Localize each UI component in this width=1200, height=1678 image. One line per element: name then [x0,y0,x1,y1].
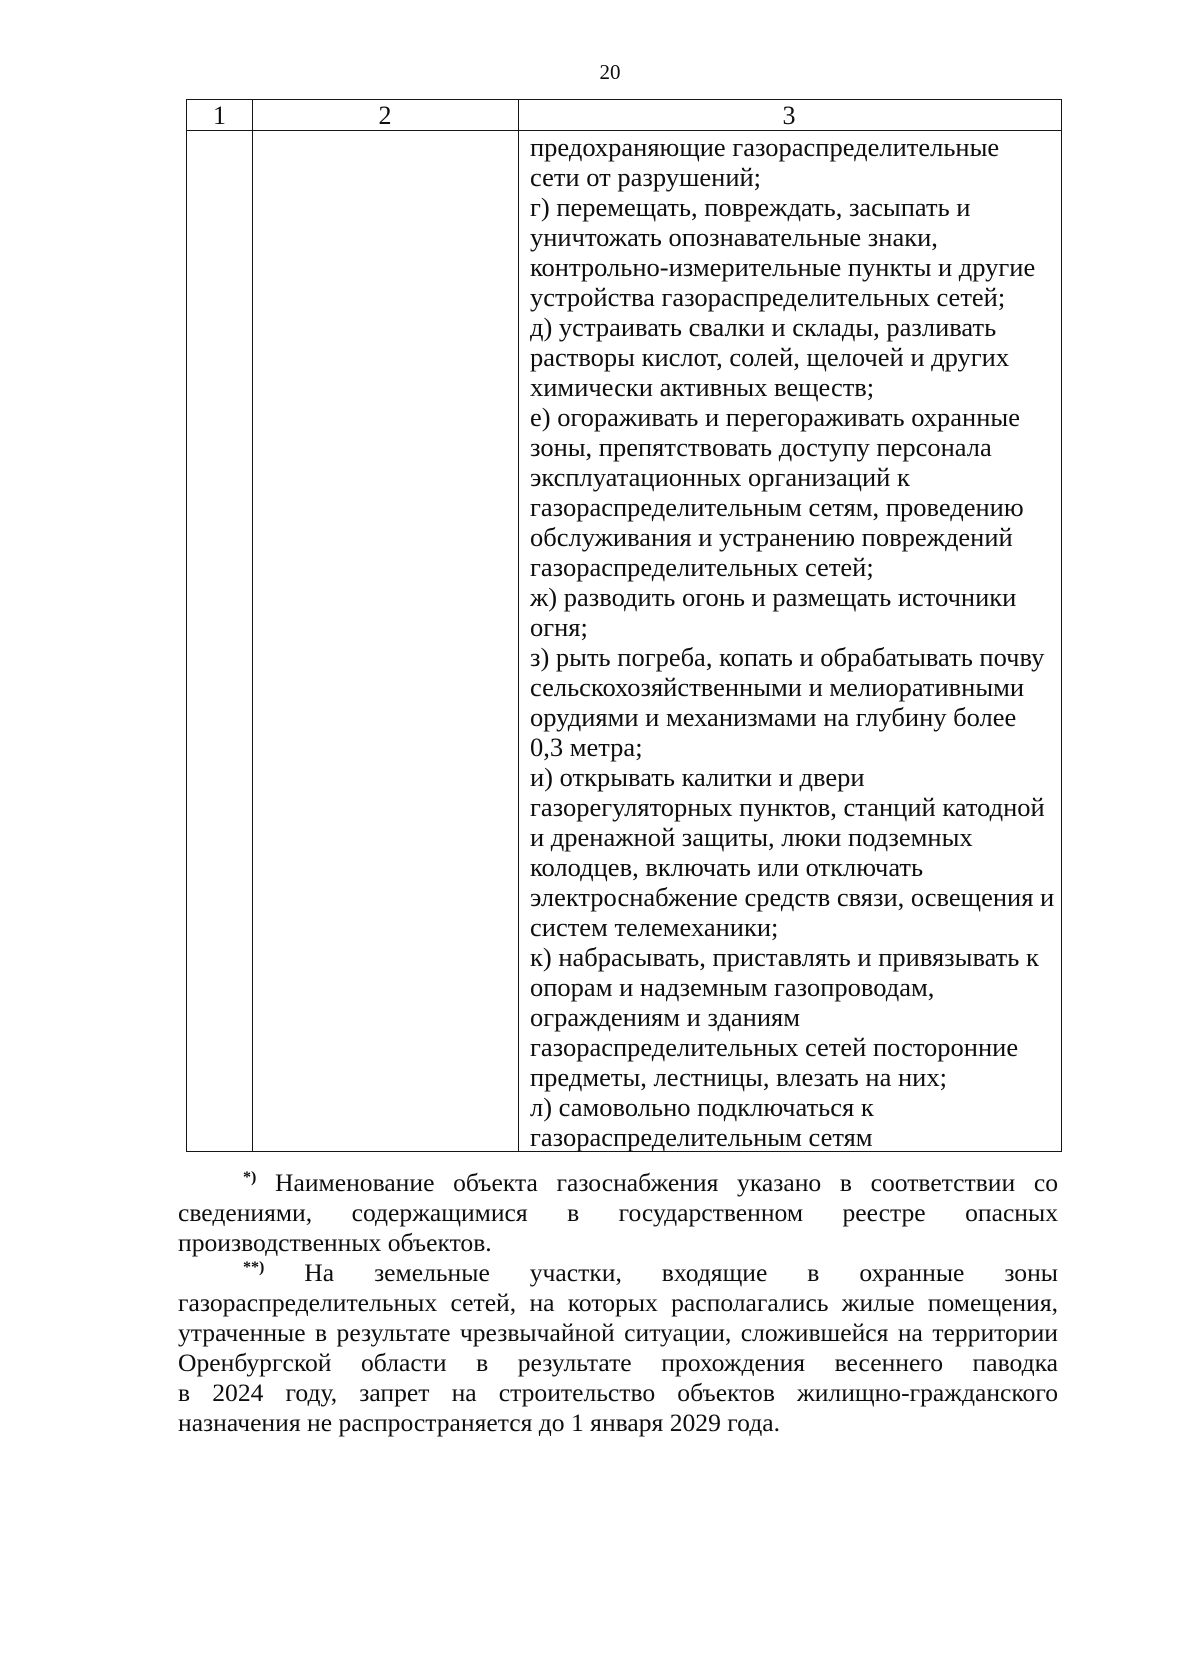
footnote-line [178,1288,1058,1318]
table-cell-line: ограждениям и зданиям [530,1002,800,1032]
table-cell-line: химически активных веществ; [530,372,875,402]
footnote-text: производственных объектов. [178,1228,492,1257]
table-cell-line: ж) разводить огонь и размещать источники [530,582,1017,612]
table-cell-line: предметы, лестницы, влезать на них; [530,1062,947,1092]
footnote [178,1258,1058,1438]
table-cell-line: д) устраивать свалки и склады, разливать [530,312,997,342]
table-cell-line: газораспределительным сетям [530,1122,873,1152]
table-column-divider [518,100,519,1151]
table-cell-line: контрольно-измерительные пункты и другие [530,252,1036,282]
page-number: 20 [599,60,621,84]
footnote-text: газораспределительных сетей, на которых располагались жилые помещения, [178,1288,1058,1317]
table-cell-line: орудиями и механизмами на глубину более [530,702,1017,732]
table-cell-line: з) рыть погреба, копать и обрабатывать почву [530,642,1045,672]
footnote-text: На земельные участки, входящие в охранные зоны [304,1258,1058,1287]
table-cell-line: устройства газораспределительных сетей; [530,282,1006,312]
table-column-divider [252,100,253,1151]
table-cell-line: электроснабжение средств связи, освещения и [530,882,1055,912]
table-cell-line: растворы кислот, солей, щелочей и других [530,342,1010,372]
table-cell-line: обслуживания и устранению повреждений [530,522,1013,552]
table-cell-line: г) перемещать, повреждать, засыпать и [530,192,971,222]
footnote-marker: **) [243,1259,265,1276]
table-cell-line: газораспределительных сетей посторонние [530,1032,1019,1062]
table-cell-line: л) самовольно подключаться к [530,1092,874,1122]
table-cell-line: газораспределительных сетей; [530,552,874,582]
table-header-cell-1: 1 [213,101,226,130]
footnotes [178,1168,1058,1438]
table-cell-line: уничтожать опознавательные знаки, [530,222,938,252]
footnote-text: Оренбургской области в результате прохождения весеннего паводка [178,1348,1058,1377]
footnote-marker: *) [243,1169,257,1186]
footnote-line [178,1198,1058,1228]
table-cell-line: эксплуатационных организаций к [530,462,910,492]
document-table [186,99,1062,1152]
footnote-line [178,1318,1058,1348]
footnote-line [178,1168,1058,1198]
table-cell-line: е) огораживать и перегораживать охранные [530,402,1020,432]
table-cell-line: и дренажной защиты, люки подземных [530,822,973,852]
table-cell-line: опорам и надземным газопроводам, [530,972,935,1002]
table-cell-line: зоны, препятствовать доступу персонала [530,432,992,462]
table-header-divider [187,130,1061,131]
footnote-text: в 2024 году, запрет на строительство объектов жилищно-гражданского [178,1378,1058,1407]
footnote-text: сведениями, содержащимися в государственном реестре опасных [178,1198,1058,1227]
table-header-cell-2: 2 [378,101,392,130]
footnote-text: назначения не распространяется до 1 января 2029 года. [178,1408,781,1437]
table-cell-line: газорегуляторных пунктов, станций катодной [530,792,1045,822]
table-cell-line: колодцев, включать или отключать [530,852,924,882]
table-cell-line: 0,3 метра; [530,732,643,762]
footnote-line [178,1258,1058,1288]
footnote-line [178,1228,1058,1258]
footnote-text: Наименование объекта газоснабжения указано в соответствии со [274,1168,1058,1197]
footnote-line [178,1378,1058,1408]
table-header-cell-3: 3 [782,101,796,130]
table-cell-line: к) набрасывать, приставлять и привязывать к [530,942,1039,972]
footnote-line [178,1348,1058,1378]
footnote [178,1168,1058,1258]
table-cell-line: огня; [530,612,588,642]
table-cell-line: систем телемеханики; [530,912,779,942]
table-cell-line: газораспределительным сетям, проведению [530,492,1024,522]
footnote-text: утраченные в результате чрезвычайной ситуации, сложившейся на территории [178,1318,1058,1347]
table-cell-line: сельскохозяйственными и мелиоративными [530,672,1025,702]
table-cell-column-3 [530,132,1060,1152]
table-cell-line: сети от разрушений; [530,162,762,192]
footnote-line [178,1408,1058,1438]
table-cell-line: и) открывать калитки и двери [530,762,865,792]
table-cell-line: предохраняющие газораспределительные [530,132,1000,162]
